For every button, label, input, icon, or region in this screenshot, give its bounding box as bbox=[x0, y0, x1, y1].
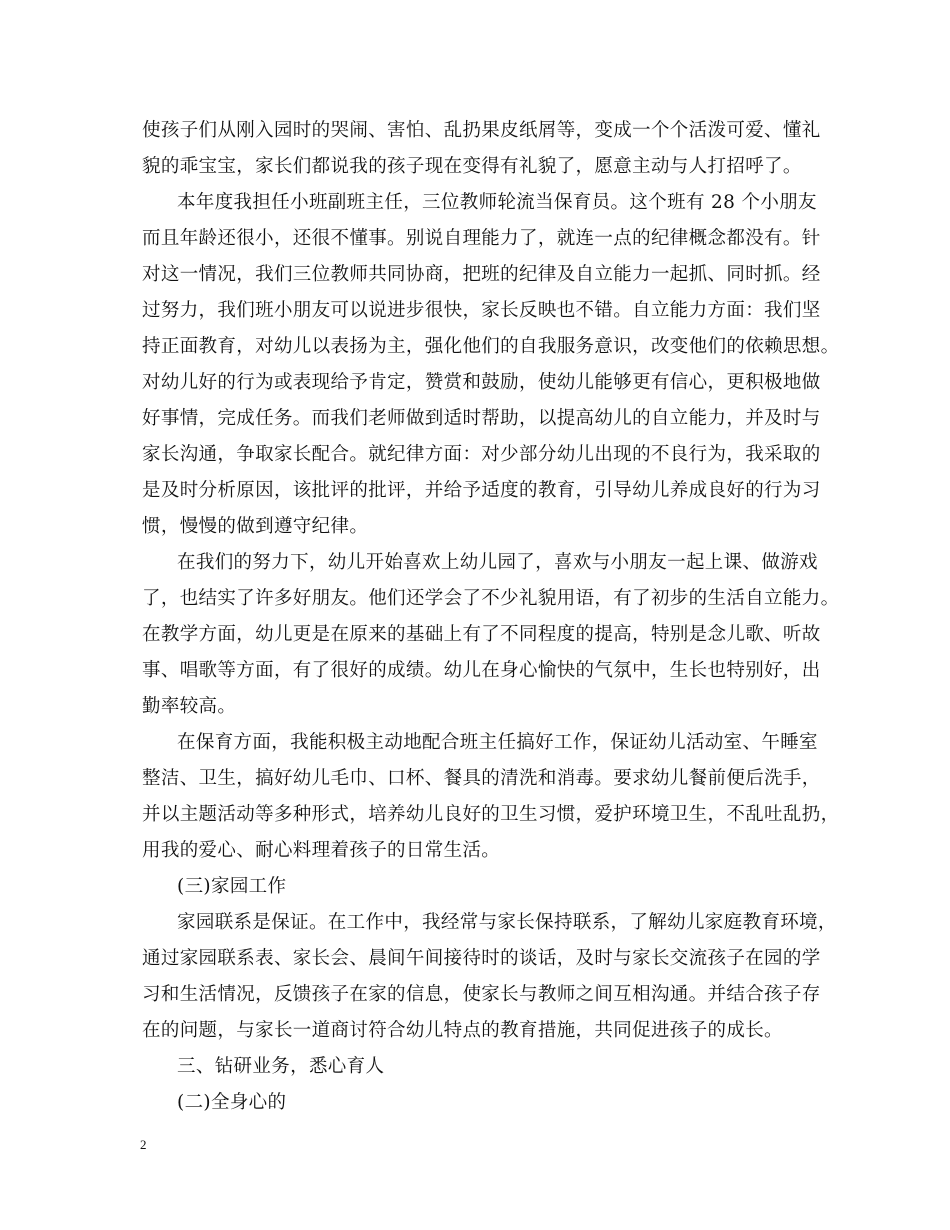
text-line: 整洁、卫生，搞好幼儿毛巾、口杯、餐具的清洗和消毒。要求幼儿餐前便后洗手， bbox=[142, 768, 821, 789]
text-line: 持正面教育，对幼儿以表扬为主，强化他们的自我服务意识，改变他们的依赖思想。 bbox=[142, 336, 840, 357]
text-line: 用我的爱心、耐心料理着孩子的日常生活。 bbox=[142, 840, 501, 861]
text-line: 在保育方面，我能积极主动地配合班主任搞好工作，保证幼儿活动室、午睡室 bbox=[177, 732, 818, 753]
text-line: 本年度我担任小班副班主任，三位教师轮流当保育员。这个班有 28 个小朋友 bbox=[177, 192, 817, 213]
text-line: 而且年龄还很小，还很不懂事。别说自理能力了，就连一点的纪律概念都没有。针 bbox=[142, 228, 821, 249]
text-line: 在教学方面，幼儿更是在原来的基础上有了不同程度的提高，特别是念儿歌、听故 bbox=[142, 624, 821, 645]
text-line: 家长沟通，争取家长配合。就纪律方面：对少部分幼儿出现的不良行为，我采取的 bbox=[142, 444, 821, 465]
section-heading: (二)全身心的 bbox=[177, 1092, 287, 1113]
text-line: 家园联系是保证。在工作中，我经常与家长保持联系，了解幼儿家庭教育环境， bbox=[177, 912, 837, 933]
text-line: 事、唱歌等方面，有了很好的成绩。幼儿在身心愉快的气氛中，生长也特别好，出 bbox=[142, 660, 821, 681]
text-line: 通过家园联系表、家长会、晨间午间接待时的谈话，及时与家长交流孩子在园的学 bbox=[142, 948, 821, 969]
text-line: 惯，慢慢的做到遵守纪律。 bbox=[142, 516, 369, 537]
text-line: 勤率较高。 bbox=[142, 696, 237, 717]
text-line: 过努力，我们班小朋友可以说进步很快，家长反映也不错。自立能力方面：我们坚 bbox=[142, 300, 821, 321]
text-line: 好事情，完成任务。而我们老师做到适时帮助，以提高幼儿的自立能力，并及时与 bbox=[142, 408, 821, 429]
section-heading: (三)家园工作 bbox=[177, 876, 287, 897]
text-line: 了，也结实了许多好朋友。他们还学会了不少礼貌用语，有了初步的生活自立能力。 bbox=[142, 588, 840, 609]
text-line: 对幼儿好的行为或表现给予肯定，赞赏和鼓励，使幼儿能够更有信心，更积极地做 bbox=[142, 372, 821, 393]
text-line: 对这一情况，我们三位教师共同协商，把班的纪律及自立能力一起抓、同时抓。经 bbox=[142, 264, 821, 285]
text-line: 是及时分析原因，该批评的批评，并给予适度的教育，引导幼儿养成良好的行为习 bbox=[142, 480, 821, 501]
text-line: 在的问题，与家长一道商讨符合幼儿特点的教育措施，共同促进孩子的成长。 bbox=[142, 1020, 783, 1041]
text-line: 使孩子们从刚入园时的哭闹、害怕、乱扔果皮纸屑等，变成一个个活泼可爱、懂礼 bbox=[142, 120, 821, 141]
page-number: 2 bbox=[140, 1137, 147, 1152]
text-line: 貌的乖宝宝，家长们都说我的孩子现在变得有礼貌了，愿意主动与人打招呼了。 bbox=[142, 156, 802, 177]
text-line: 并以主题活动等多种形式，培养幼儿良好的卫生习惯，爱护环境卫生，不乱吐乱扔， bbox=[142, 804, 840, 825]
section-heading: 三、钻研业务，悉心育人 bbox=[177, 1056, 385, 1077]
text-line: 习和生活情况，反馈孩子在家的信息，使家长与教师之间互相沟通。并结合孩子存 bbox=[142, 984, 821, 1005]
text-line: 在我们的努力下，幼儿开始喜欢上幼儿园了，喜欢与小朋友一起上课、做游戏 bbox=[177, 552, 818, 573]
